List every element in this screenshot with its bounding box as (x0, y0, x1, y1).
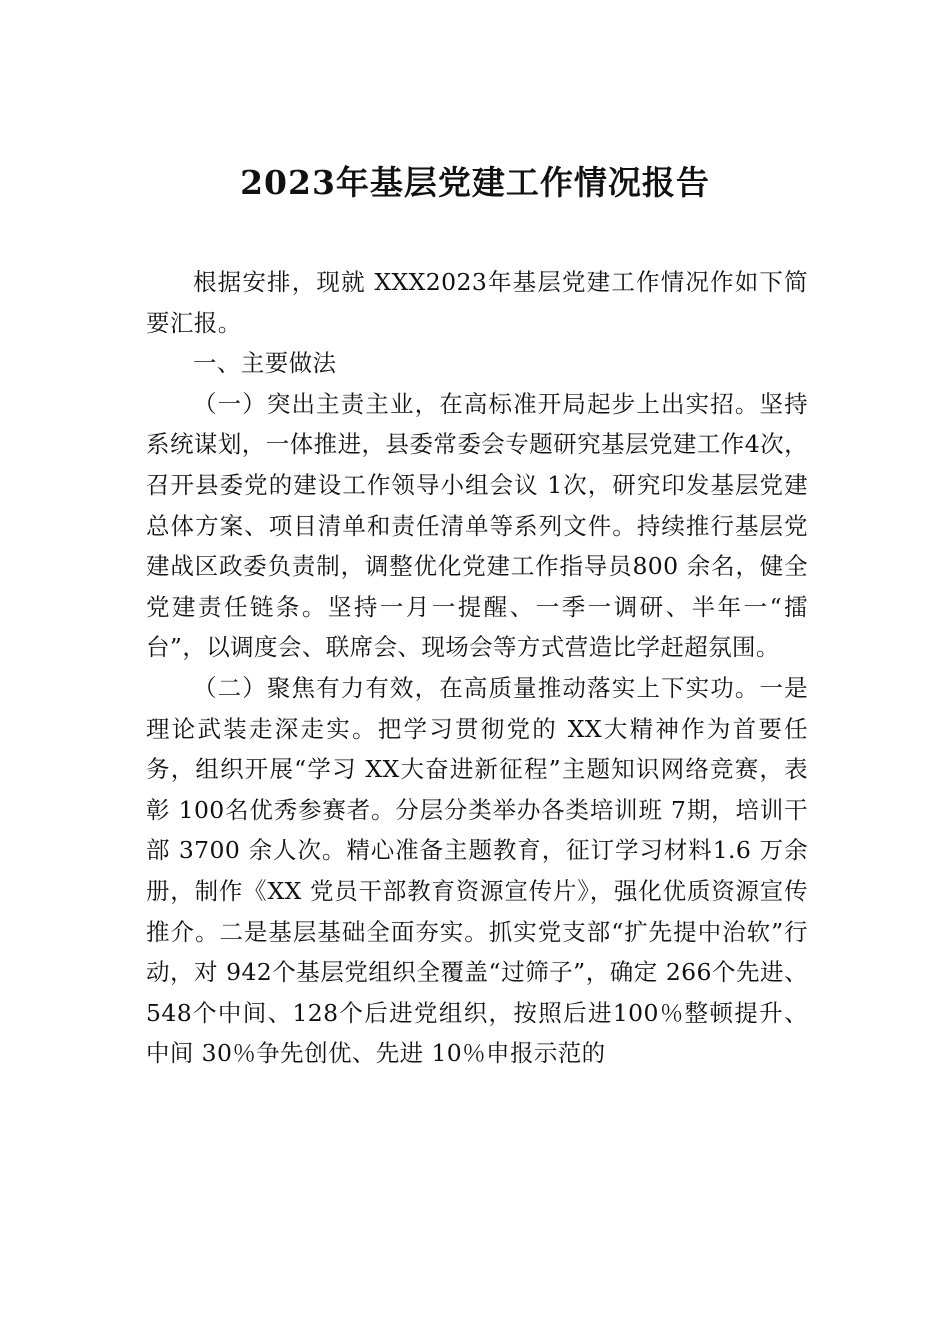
document-body (146, 262, 808, 1074)
intro-paragraph: 根据安排，现就 XXX2023年基层党建工作情况作如下简要汇报。 (146, 268, 808, 337)
body-paragraph: （一）突出主责主业，在高标准开局起步上出实招。坚持系统谋划，一体推进，县委常委会专题研究基层党建工作4次，召开县委党的建设工作领导小组会议 1次，研究印发基层党建总体方案、项目清单和责任清单等系列文件。持续推行基层党建战区政委负责制，调整优化党建工作指导员800 余名，健全党建责任链条。坚持一月一提醒、一季一调研、半年一“擂台”，以调度会、联席会、现场会等方式营造比学赶超氛围。 (146, 389, 808, 662)
section-heading: 一、主要做法 (193, 349, 337, 378)
body-paragraph: （二）聚焦有力有效，在高质量推动落实上下实功。一是理论武装走深走实。把学习贯彻党的 XX大精神作为首要任务，组织开展“学习 XX大奋进新征程”主题知识网络竞赛，表彰 100名优秀参赛者。分层分类举办各类培训班 7期，培训干部 3700 余人次。精心准备主题教育，征订学习材料1.6 万余册，制作《XX 党员干部教育资源宣传片》，强化优质资源宣传推介。二是基层基础全面夯实。抓实党支部“扩先提中治软”行动，对 942个基层党组织全覆盖“过筛子”，确定 266个先进、548个中间、128个后进党组织，按照后进100％整顿提升、中间 30％争先创优、先进 10％申报示范的 (146, 673, 808, 1068)
document-title: 2023年基层党建工作情况报告 (240, 163, 710, 202)
